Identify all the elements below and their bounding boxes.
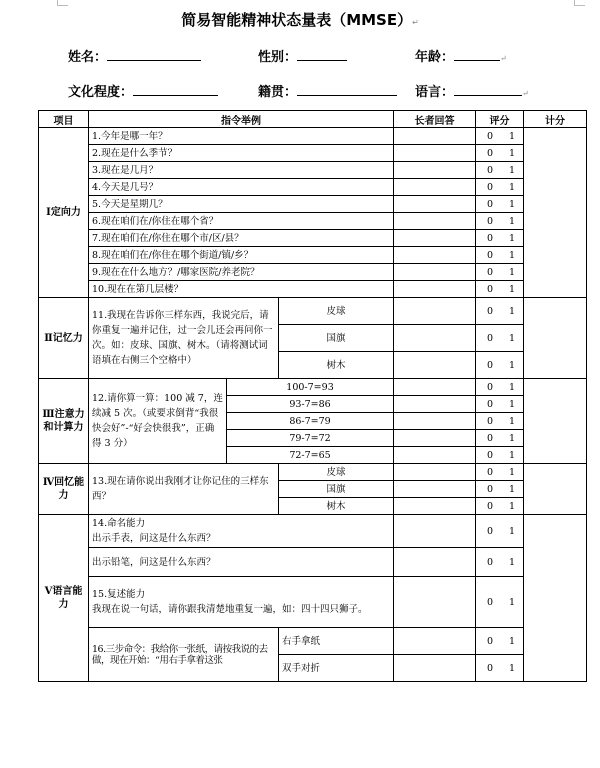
answer-cell[interactable] bbox=[394, 548, 476, 577]
score-zero[interactable]: 0 bbox=[487, 130, 494, 142]
education-blank[interactable] bbox=[133, 84, 218, 96]
score-zero[interactable]: 0 bbox=[487, 305, 494, 317]
score-cell[interactable] bbox=[476, 230, 524, 247]
score-cell[interactable] bbox=[476, 447, 524, 464]
orientation-question: 2.现在是什么季节？ bbox=[89, 145, 394, 162]
score-zero[interactable]: 0 bbox=[487, 249, 494, 261]
answer-cell[interactable] bbox=[394, 162, 476, 179]
score-zero[interactable]: 0 bbox=[487, 332, 494, 344]
score-cell[interactable] bbox=[476, 577, 524, 628]
total-score-cell[interactable] bbox=[524, 464, 587, 515]
category-orientation: Ⅰ定向力 bbox=[39, 128, 89, 298]
language-row bbox=[39, 628, 587, 655]
score-zero[interactable]: 0 bbox=[487, 147, 494, 159]
language-field bbox=[415, 81, 529, 100]
score-zero[interactable]: 0 bbox=[487, 596, 494, 608]
score-zero[interactable]: 0 bbox=[487, 483, 494, 495]
answer-cell[interactable] bbox=[394, 577, 476, 628]
score-one[interactable]: 1 bbox=[509, 249, 516, 261]
naming-title: 14.命名能力 bbox=[92, 518, 146, 529]
orientation-question: 10.现在在第几层楼？ bbox=[89, 281, 394, 298]
orientation-row bbox=[39, 128, 587, 145]
language-label: 语言： bbox=[415, 85, 455, 100]
score-cell[interactable] bbox=[476, 655, 524, 682]
naming-watch-cell bbox=[89, 515, 394, 548]
naming-pencil: 出示铅笔，问这是什么东西？ bbox=[89, 548, 394, 577]
score-cell[interactable] bbox=[476, 352, 524, 379]
recall-word: 皮球 bbox=[279, 464, 394, 481]
score-one[interactable]: 1 bbox=[509, 398, 516, 410]
command-step: 右手拿纸 bbox=[279, 628, 394, 655]
total-score-cell[interactable] bbox=[524, 128, 587, 298]
score-cell[interactable] bbox=[476, 145, 524, 162]
score-one[interactable]: 1 bbox=[509, 662, 516, 674]
orientation-row bbox=[39, 196, 587, 213]
score-zero[interactable]: 0 bbox=[487, 449, 494, 461]
answer-cell[interactable] bbox=[394, 247, 476, 264]
score-one[interactable]: 1 bbox=[509, 483, 516, 495]
memory-row bbox=[39, 298, 587, 325]
score-one[interactable]: 1 bbox=[509, 525, 516, 537]
answer-cell[interactable] bbox=[394, 447, 476, 464]
memory-instruction: 11.我现在告诉你三样东西，我说完后，请你重复一遍并记住，过一会儿还会再问你一次。如：皮球、国旗、树木。（请将测试词语填在右侧三个空格中） bbox=[89, 298, 279, 379]
orientation-row bbox=[39, 264, 587, 281]
calculation-step: 79-7=72 bbox=[227, 430, 394, 447]
answer-cell[interactable] bbox=[394, 325, 476, 352]
page-corner-mark bbox=[57, 0, 68, 6]
answer-cell[interactable] bbox=[394, 481, 476, 498]
score-zero[interactable]: 0 bbox=[487, 556, 494, 568]
recall-instruction: 13.现在请你说出我刚才让你记住的三样东西？ bbox=[89, 464, 279, 515]
score-zero[interactable]: 0 bbox=[487, 359, 494, 371]
orientation-question: 4.今天是几号？ bbox=[89, 179, 394, 196]
naming-watch: 出示手表，问这是什么东西？ bbox=[92, 533, 216, 544]
orientation-row bbox=[39, 247, 587, 264]
answer-cell[interactable] bbox=[394, 655, 476, 682]
answer-cell[interactable] bbox=[394, 498, 476, 515]
score-zero[interactable]: 0 bbox=[487, 500, 494, 512]
score-one[interactable]: 1 bbox=[509, 415, 516, 427]
answer-cell[interactable] bbox=[394, 145, 476, 162]
score-cell[interactable] bbox=[476, 298, 524, 325]
paragraph-mark-icon: ↵ bbox=[412, 18, 419, 27]
native-place-field bbox=[258, 81, 397, 100]
score-cell[interactable] bbox=[476, 247, 524, 264]
answer-cell[interactable] bbox=[394, 464, 476, 481]
orientation-question: 5.今天是星期几？ bbox=[89, 196, 394, 213]
paragraph-mark-icon: ↵ bbox=[522, 89, 529, 98]
repeat-title: 15.复述能力 bbox=[92, 589, 146, 600]
header-instruction: 指令举例 bbox=[89, 111, 394, 128]
score-cell[interactable] bbox=[476, 379, 524, 396]
answer-cell[interactable] bbox=[394, 264, 476, 281]
page-title bbox=[0, 9, 600, 30]
score-cell[interactable] bbox=[476, 128, 524, 145]
title-text: 简易智能精神状态量表（MMSE） bbox=[181, 11, 413, 29]
calculation-step: 72-7=65 bbox=[227, 447, 394, 464]
answer-cell[interactable] bbox=[394, 179, 476, 196]
orientation-row bbox=[39, 162, 587, 179]
score-zero[interactable]: 0 bbox=[487, 466, 494, 478]
score-one[interactable]: 1 bbox=[509, 596, 516, 608]
mmse-table bbox=[38, 110, 587, 682]
score-one[interactable]: 1 bbox=[509, 332, 516, 344]
attention-row bbox=[39, 379, 587, 396]
answer-cell[interactable] bbox=[394, 352, 476, 379]
native-place-label: 籍贯： bbox=[258, 85, 298, 100]
recall-word: 国旗 bbox=[279, 481, 394, 498]
score-cell[interactable] bbox=[476, 515, 524, 548]
answer-cell[interactable] bbox=[394, 413, 476, 430]
score-cell[interactable] bbox=[476, 628, 524, 655]
category-memory: Ⅱ记忆力 bbox=[39, 298, 89, 379]
answer-cell[interactable] bbox=[394, 430, 476, 447]
calculation-step: 86-7=79 bbox=[227, 413, 394, 430]
score-zero[interactable]: 0 bbox=[487, 283, 494, 295]
score-cell[interactable] bbox=[476, 325, 524, 352]
score-one[interactable]: 1 bbox=[509, 381, 516, 393]
score-zero[interactable]: 0 bbox=[487, 266, 494, 278]
orientation-question: 8.现在咱们在/你住在哪个街道/镇/乡？ bbox=[89, 247, 394, 264]
header-total: 计分 bbox=[524, 111, 587, 128]
orientation-question: 1.今年是哪一年？ bbox=[89, 128, 394, 145]
gender-blank[interactable] bbox=[297, 49, 347, 61]
repeat-cell bbox=[89, 577, 394, 628]
score-zero[interactable]: 0 bbox=[487, 432, 494, 444]
answer-cell[interactable] bbox=[394, 298, 476, 325]
language-row bbox=[39, 548, 587, 577]
header-score: 评分 bbox=[476, 111, 524, 128]
score-one[interactable]: 1 bbox=[509, 130, 516, 142]
score-cell[interactable] bbox=[476, 498, 524, 515]
score-cell[interactable] bbox=[476, 162, 524, 179]
score-cell[interactable] bbox=[476, 213, 524, 230]
score-cell[interactable] bbox=[476, 179, 524, 196]
score-one[interactable]: 1 bbox=[509, 181, 516, 193]
score-zero[interactable]: 0 bbox=[487, 381, 494, 393]
orientation-question: 3.现在是几月？ bbox=[89, 162, 394, 179]
score-one[interactable]: 1 bbox=[509, 432, 516, 444]
name-label: 姓名： bbox=[68, 50, 108, 65]
education-field bbox=[68, 81, 218, 100]
gender-field bbox=[258, 46, 347, 65]
score-one[interactable]: 1 bbox=[509, 147, 516, 159]
score-zero[interactable]: 0 bbox=[487, 525, 494, 537]
score-cell[interactable] bbox=[476, 196, 524, 213]
score-one[interactable]: 1 bbox=[509, 305, 516, 317]
paragraph-mark-icon: ↵ bbox=[500, 54, 507, 63]
command-text: 16.三步命令：我给你一张纸，请按我说的去做，现在开始：“用右手拿着这张 bbox=[89, 628, 279, 682]
score-one[interactable]: 1 bbox=[509, 232, 516, 244]
score-cell[interactable] bbox=[476, 264, 524, 281]
score-one[interactable]: 1 bbox=[509, 215, 516, 227]
calculation-step: 100-7=93 bbox=[227, 379, 394, 396]
native-place-blank[interactable] bbox=[297, 84, 397, 96]
name-field bbox=[68, 46, 201, 65]
gender-label: 性别： bbox=[258, 50, 298, 65]
header-answer: 长者回答 bbox=[394, 111, 476, 128]
orientation-question: 9.现在在什么地方？/哪家医院/养老院？ bbox=[89, 264, 394, 281]
orientation-question: 7.现在咱们在/你住在哪个市/区/县？ bbox=[89, 230, 394, 247]
score-one[interactable]: 1 bbox=[509, 283, 516, 295]
memory-word: 国旗 bbox=[279, 325, 394, 352]
score-one[interactable]: 1 bbox=[509, 164, 516, 176]
score-one[interactable]: 1 bbox=[509, 359, 516, 371]
answer-cell[interactable] bbox=[394, 196, 476, 213]
memory-word: 树木 bbox=[279, 352, 394, 379]
score-zero[interactable]: 0 bbox=[487, 181, 494, 193]
score-cell[interactable] bbox=[476, 464, 524, 481]
category-attention: Ⅲ注意力和计算力 bbox=[39, 379, 89, 464]
score-one[interactable]: 1 bbox=[509, 556, 516, 568]
score-one[interactable]: 1 bbox=[509, 635, 516, 647]
header-item: 项目 bbox=[39, 111, 89, 128]
header-row bbox=[39, 111, 587, 128]
recall-word: 树木 bbox=[279, 498, 394, 515]
orientation-question: 6.现在咱们在/你住在哪个省？ bbox=[89, 213, 394, 230]
score-cell[interactable] bbox=[476, 396, 524, 413]
attention-instruction: 12.请你算一算：100 减 7，连续减 5 次。（或要求倒背“我很快会好”-“好会快很我”，正确得 3 分） bbox=[89, 379, 227, 464]
score-one[interactable]: 1 bbox=[509, 449, 516, 461]
score-zero[interactable]: 0 bbox=[487, 164, 494, 176]
category-language: Ⅴ语言能力 bbox=[39, 515, 89, 682]
score-zero[interactable]: 0 bbox=[487, 232, 494, 244]
name-blank[interactable] bbox=[107, 49, 201, 61]
orientation-row bbox=[39, 145, 587, 162]
memory-word: 皮球 bbox=[279, 298, 394, 325]
score-zero[interactable]: 0 bbox=[487, 415, 494, 427]
answer-cell[interactable] bbox=[394, 213, 476, 230]
score-one[interactable]: 1 bbox=[509, 500, 516, 512]
command-step: 双手对折 bbox=[279, 655, 394, 682]
answer-cell[interactable] bbox=[394, 628, 476, 655]
score-one[interactable]: 1 bbox=[509, 466, 516, 478]
score-zero[interactable]: 0 bbox=[487, 215, 494, 227]
orientation-row bbox=[39, 213, 587, 230]
page-corner-mark bbox=[574, 0, 585, 6]
score-one[interactable]: 1 bbox=[509, 198, 516, 210]
answer-cell[interactable] bbox=[394, 281, 476, 298]
education-label: 文化程度： bbox=[68, 85, 134, 100]
answer-cell[interactable] bbox=[394, 515, 476, 548]
age-label: 年龄： bbox=[415, 50, 455, 65]
answer-cell[interactable] bbox=[394, 128, 476, 145]
answer-cell[interactable] bbox=[394, 379, 476, 396]
category-recall: Ⅳ回忆能力 bbox=[39, 464, 89, 515]
orientation-row bbox=[39, 230, 587, 247]
orientation-row bbox=[39, 281, 587, 298]
age-field bbox=[415, 46, 507, 65]
score-zero[interactable]: 0 bbox=[487, 198, 494, 210]
answer-cell[interactable] bbox=[394, 396, 476, 413]
answer-cell[interactable] bbox=[394, 230, 476, 247]
total-score-cell[interactable] bbox=[524, 515, 587, 682]
total-score-cell[interactable] bbox=[524, 379, 587, 464]
score-zero[interactable]: 0 bbox=[487, 662, 494, 674]
recall-row bbox=[39, 464, 587, 481]
score-cell[interactable] bbox=[476, 281, 524, 298]
score-cell[interactable] bbox=[476, 548, 524, 577]
calculation-step: 93-7=86 bbox=[227, 396, 394, 413]
orientation-row bbox=[39, 179, 587, 196]
score-cell[interactable] bbox=[476, 413, 524, 430]
score-zero[interactable]: 0 bbox=[487, 635, 494, 647]
language-row bbox=[39, 515, 587, 548]
repeat-text: 我现在说一句话，请你跟我清楚地重复一遍，如：四十四只狮子。 bbox=[92, 604, 368, 615]
score-cell[interactable] bbox=[476, 430, 524, 447]
total-score-cell[interactable] bbox=[524, 298, 587, 379]
score-one[interactable]: 1 bbox=[509, 266, 516, 278]
age-blank[interactable] bbox=[454, 49, 500, 61]
score-zero[interactable]: 0 bbox=[487, 398, 494, 410]
language-row bbox=[39, 577, 587, 628]
language-blank[interactable] bbox=[454, 84, 522, 96]
score-cell[interactable] bbox=[476, 481, 524, 498]
